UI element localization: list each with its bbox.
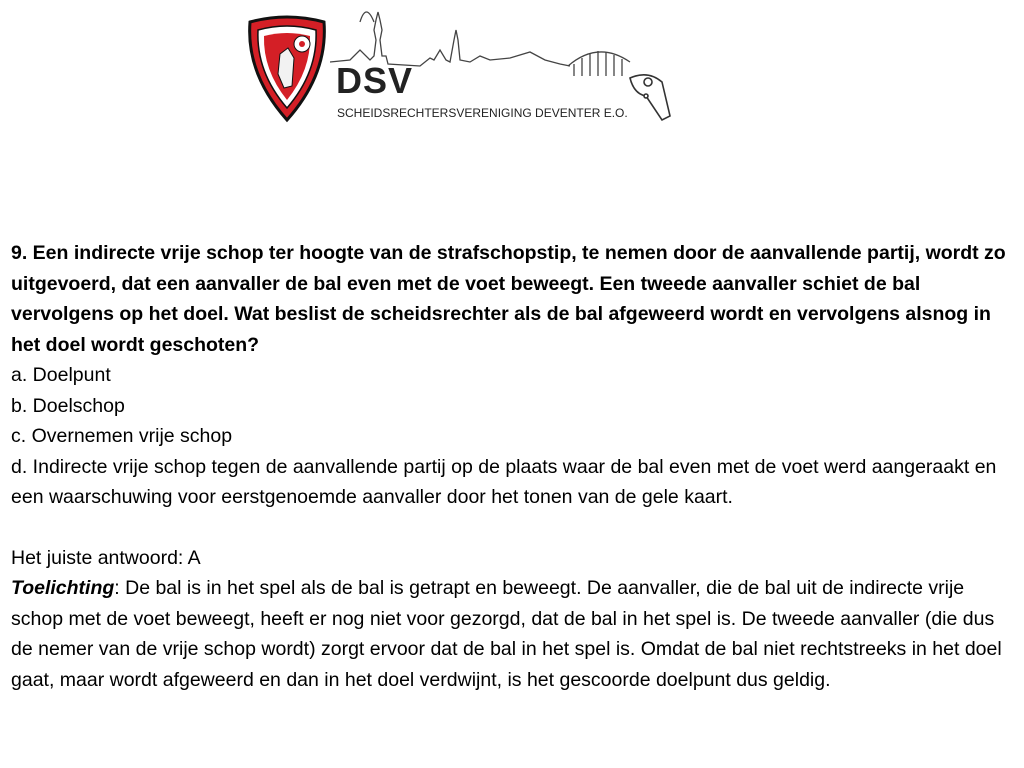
option-b: b. Doelschop bbox=[11, 394, 125, 417]
dsv-logo-header bbox=[240, 0, 680, 130]
option-a: a. Doelpunt bbox=[11, 364, 111, 386]
explanation-paragraph bbox=[11, 573, 1011, 695]
explanation-text: : De bal is in het spel als de bal is getrapt en beweegt. De aanvaller, die de bal uit de indirecte vrije schop met de voet beweegt, heeft er nog niet voor gezorgd, dat de bal in het spel is. De tweede aanvaller (die dus de nemer van de vrije schop wordt) zorgt ervoor dat de bal in het spel is. Omdat de bal niet rechtstreeks in het doel gaat, maar wordt afgeweerd en dan in het doel verdwijnt, is het gescoorde doelpunt dus geldig. bbox=[11, 577, 1002, 691]
logo-title: DSV bbox=[336, 60, 414, 101]
option-d: d. Indirecte vrije schop tegen de aanvallende partij op de plaats waar de bal even met de voet werd aangeraakt en een waarschuwing voor eerstgenoemde aanvaller door het tonen van de gele kaart. bbox=[11, 455, 997, 508]
dsv-shield-logo bbox=[244, 14, 330, 124]
option-c: c. Overnemen vrije schop bbox=[11, 425, 233, 447]
question-text: 9. Een indirecte vrije schop ter hoogte van de strafschopstip, te nemen door de aanvallende partij, wordt zo uitgevoerd, dat een aanvaller de bal even met de voet beweegt. Een tweede aanvaller schiet de bal vervolgens op het doel. Wat beslist de scheidsrechter als de bal afgeweerd wordt en vervolgens alsnog in het doel wordt geschoten? bbox=[11, 242, 1006, 356]
quiz-content bbox=[11, 238, 1011, 695]
spacer bbox=[11, 513, 1011, 543]
answer-line: Het juiste antwoord: A bbox=[11, 546, 201, 569]
explanation-label: Toelichting bbox=[11, 577, 115, 599]
logo-subtitle: SCHEIDSRECHTERSVERENIGING DEVENTER E.O. bbox=[337, 106, 628, 120]
